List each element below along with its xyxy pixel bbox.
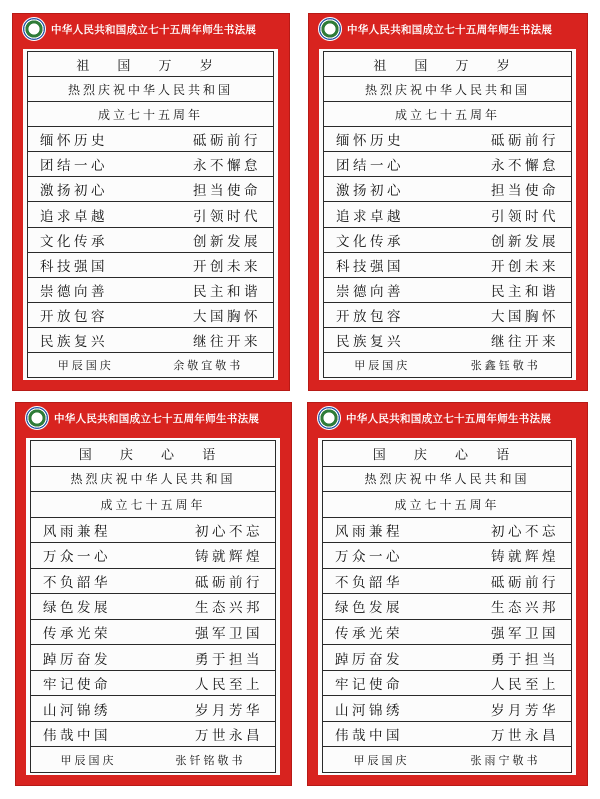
banner-title: 中华人民共和国成立七十五周年师生书法展 (346, 413, 552, 425)
couplet-row: 崇德向善 民主和谐 (323, 277, 572, 302)
date-text: 甲辰国庆 (354, 358, 411, 372)
couplet-row: 山河锦绣 岁月芳华 (30, 695, 276, 721)
signature-row (30, 746, 276, 773)
couplet-row: 绿色发展 生态兴邦 (322, 593, 572, 619)
couplet-row: 缅怀历史 砥砺前行 (323, 126, 572, 151)
couplet-row: 文化传承 创新发展 (27, 227, 274, 252)
school-emblem-icon (22, 17, 46, 41)
couplet-row: 万众一心 铸就辉煌 (322, 542, 572, 568)
panel-banner (16, 403, 291, 434)
calligraphy-panel-2 (308, 13, 588, 391)
sheet-line-2: 成立七十五周年 (30, 491, 276, 517)
date-text: 甲辰国庆 (57, 358, 114, 372)
sheet-line-1: 热烈庆祝中华人民共和国 (30, 466, 276, 492)
banner-title: 中华人民共和国成立七十五周年师生书法展 (51, 24, 257, 36)
banner-title: 中华人民共和国成立七十五周年师生书法展 (347, 24, 553, 36)
couplet-row: 开放包容 大国胸怀 (27, 302, 274, 327)
couplet-row: 团结一心 永不懈怠 (27, 151, 274, 176)
couplet-row: 不负韶华 砥砺前行 (322, 568, 572, 594)
school-emblem-icon (318, 17, 342, 41)
couplet-row: 缅怀历史 砥砺前行 (27, 126, 274, 151)
signature-text: 余敬宜敬书 (173, 358, 244, 372)
calligraphy-panel-4 (307, 402, 588, 786)
panel-banner (308, 403, 587, 434)
couplet-row: 牢记使命 人民至上 (322, 670, 572, 696)
sheet-line-1: 热烈庆祝中华人民共和国 (27, 76, 274, 101)
couplet-row: 万众一心 铸就辉煌 (30, 542, 276, 568)
couplet-row: 开放包容 大国胸怀 (323, 302, 572, 327)
couplet-row: 民族复兴 继往开来 (323, 327, 572, 352)
couplet-row: 追求卓越 引领时代 (27, 201, 274, 226)
couplet-row: 民族复兴 继往开来 (27, 327, 274, 352)
sheet-title: 国 庆 心 语 (322, 440, 572, 466)
couplet-row: 崇德向善 民主和谐 (27, 277, 274, 302)
panel-banner (13, 14, 289, 45)
signature-text: 张鑫钰敬书 (470, 358, 541, 372)
couplet-row: 绿色发展 生态兴邦 (30, 593, 276, 619)
calligraphy-panel-3 (15, 402, 292, 786)
sheet-line-1: 热烈庆祝中华人民共和国 (322, 466, 572, 492)
couplet-row: 激扬初心 担当使命 (323, 176, 572, 201)
signature-text: 张雨宁敬书 (470, 753, 541, 767)
sheet-title: 祖 国 万 岁 (27, 51, 274, 76)
couplet-row: 传承光荣 强军卫国 (30, 619, 276, 645)
sheet-line-2: 成立七十五周年 (323, 101, 572, 126)
school-emblem-icon (25, 406, 49, 430)
sheet-line-2: 成立七十五周年 (27, 101, 274, 126)
signature-text: 张钎铭敬书 (175, 753, 246, 767)
couplet-row: 追求卓越 引领时代 (323, 201, 572, 226)
sheet-title: 国 庆 心 语 (30, 440, 276, 466)
calligraphy-panel-1 (12, 13, 290, 391)
couplet-row: 团结一心 永不懈怠 (323, 151, 572, 176)
date-text: 甲辰国庆 (353, 753, 410, 767)
couplet-row: 山河锦绣 岁月芳华 (322, 695, 572, 721)
couplet-row: 不负韶华 砥砺前行 (30, 568, 276, 594)
sheet-line-1: 热烈庆祝中华人民共和国 (323, 76, 572, 101)
panel-banner (309, 14, 587, 45)
couplet-row: 牢记使命 人民至上 (30, 670, 276, 696)
couplet-row: 传承光荣 强军卫国 (322, 619, 572, 645)
couplet-row: 激扬初心 担当使命 (27, 176, 274, 201)
sheet-title: 祖 国 万 岁 (323, 51, 572, 76)
couplet-row: 踔厉奋发 勇于担当 (30, 644, 276, 670)
couplet-row: 科技强国 开创未来 (27, 252, 274, 277)
signature-row (322, 746, 572, 773)
couplet-row: 踔厉奋发 勇于担当 (322, 644, 572, 670)
couplet-row: 风雨兼程 初心不忘 (30, 517, 276, 543)
couplet-row: 风雨兼程 初心不忘 (322, 517, 572, 543)
couplet-row: 科技强国 开创未来 (323, 252, 572, 277)
calligraphy-sheet (318, 438, 576, 775)
banner-title: 中华人民共和国成立七十五周年师生书法展 (54, 413, 260, 425)
signature-row (27, 352, 274, 378)
couplet-row: 伟哉中国 万世永昌 (322, 721, 572, 747)
school-emblem-icon (317, 406, 341, 430)
sheet-line-2: 成立七十五周年 (322, 491, 572, 517)
couplet-row: 伟哉中国 万世永昌 (30, 721, 276, 747)
couplet-row: 文化传承 创新发展 (323, 227, 572, 252)
signature-row (323, 352, 572, 378)
calligraphy-sheet (23, 49, 278, 380)
calligraphy-sheet (26, 438, 280, 775)
calligraphy-sheet (319, 49, 576, 380)
date-text: 甲辰国庆 (60, 753, 117, 767)
